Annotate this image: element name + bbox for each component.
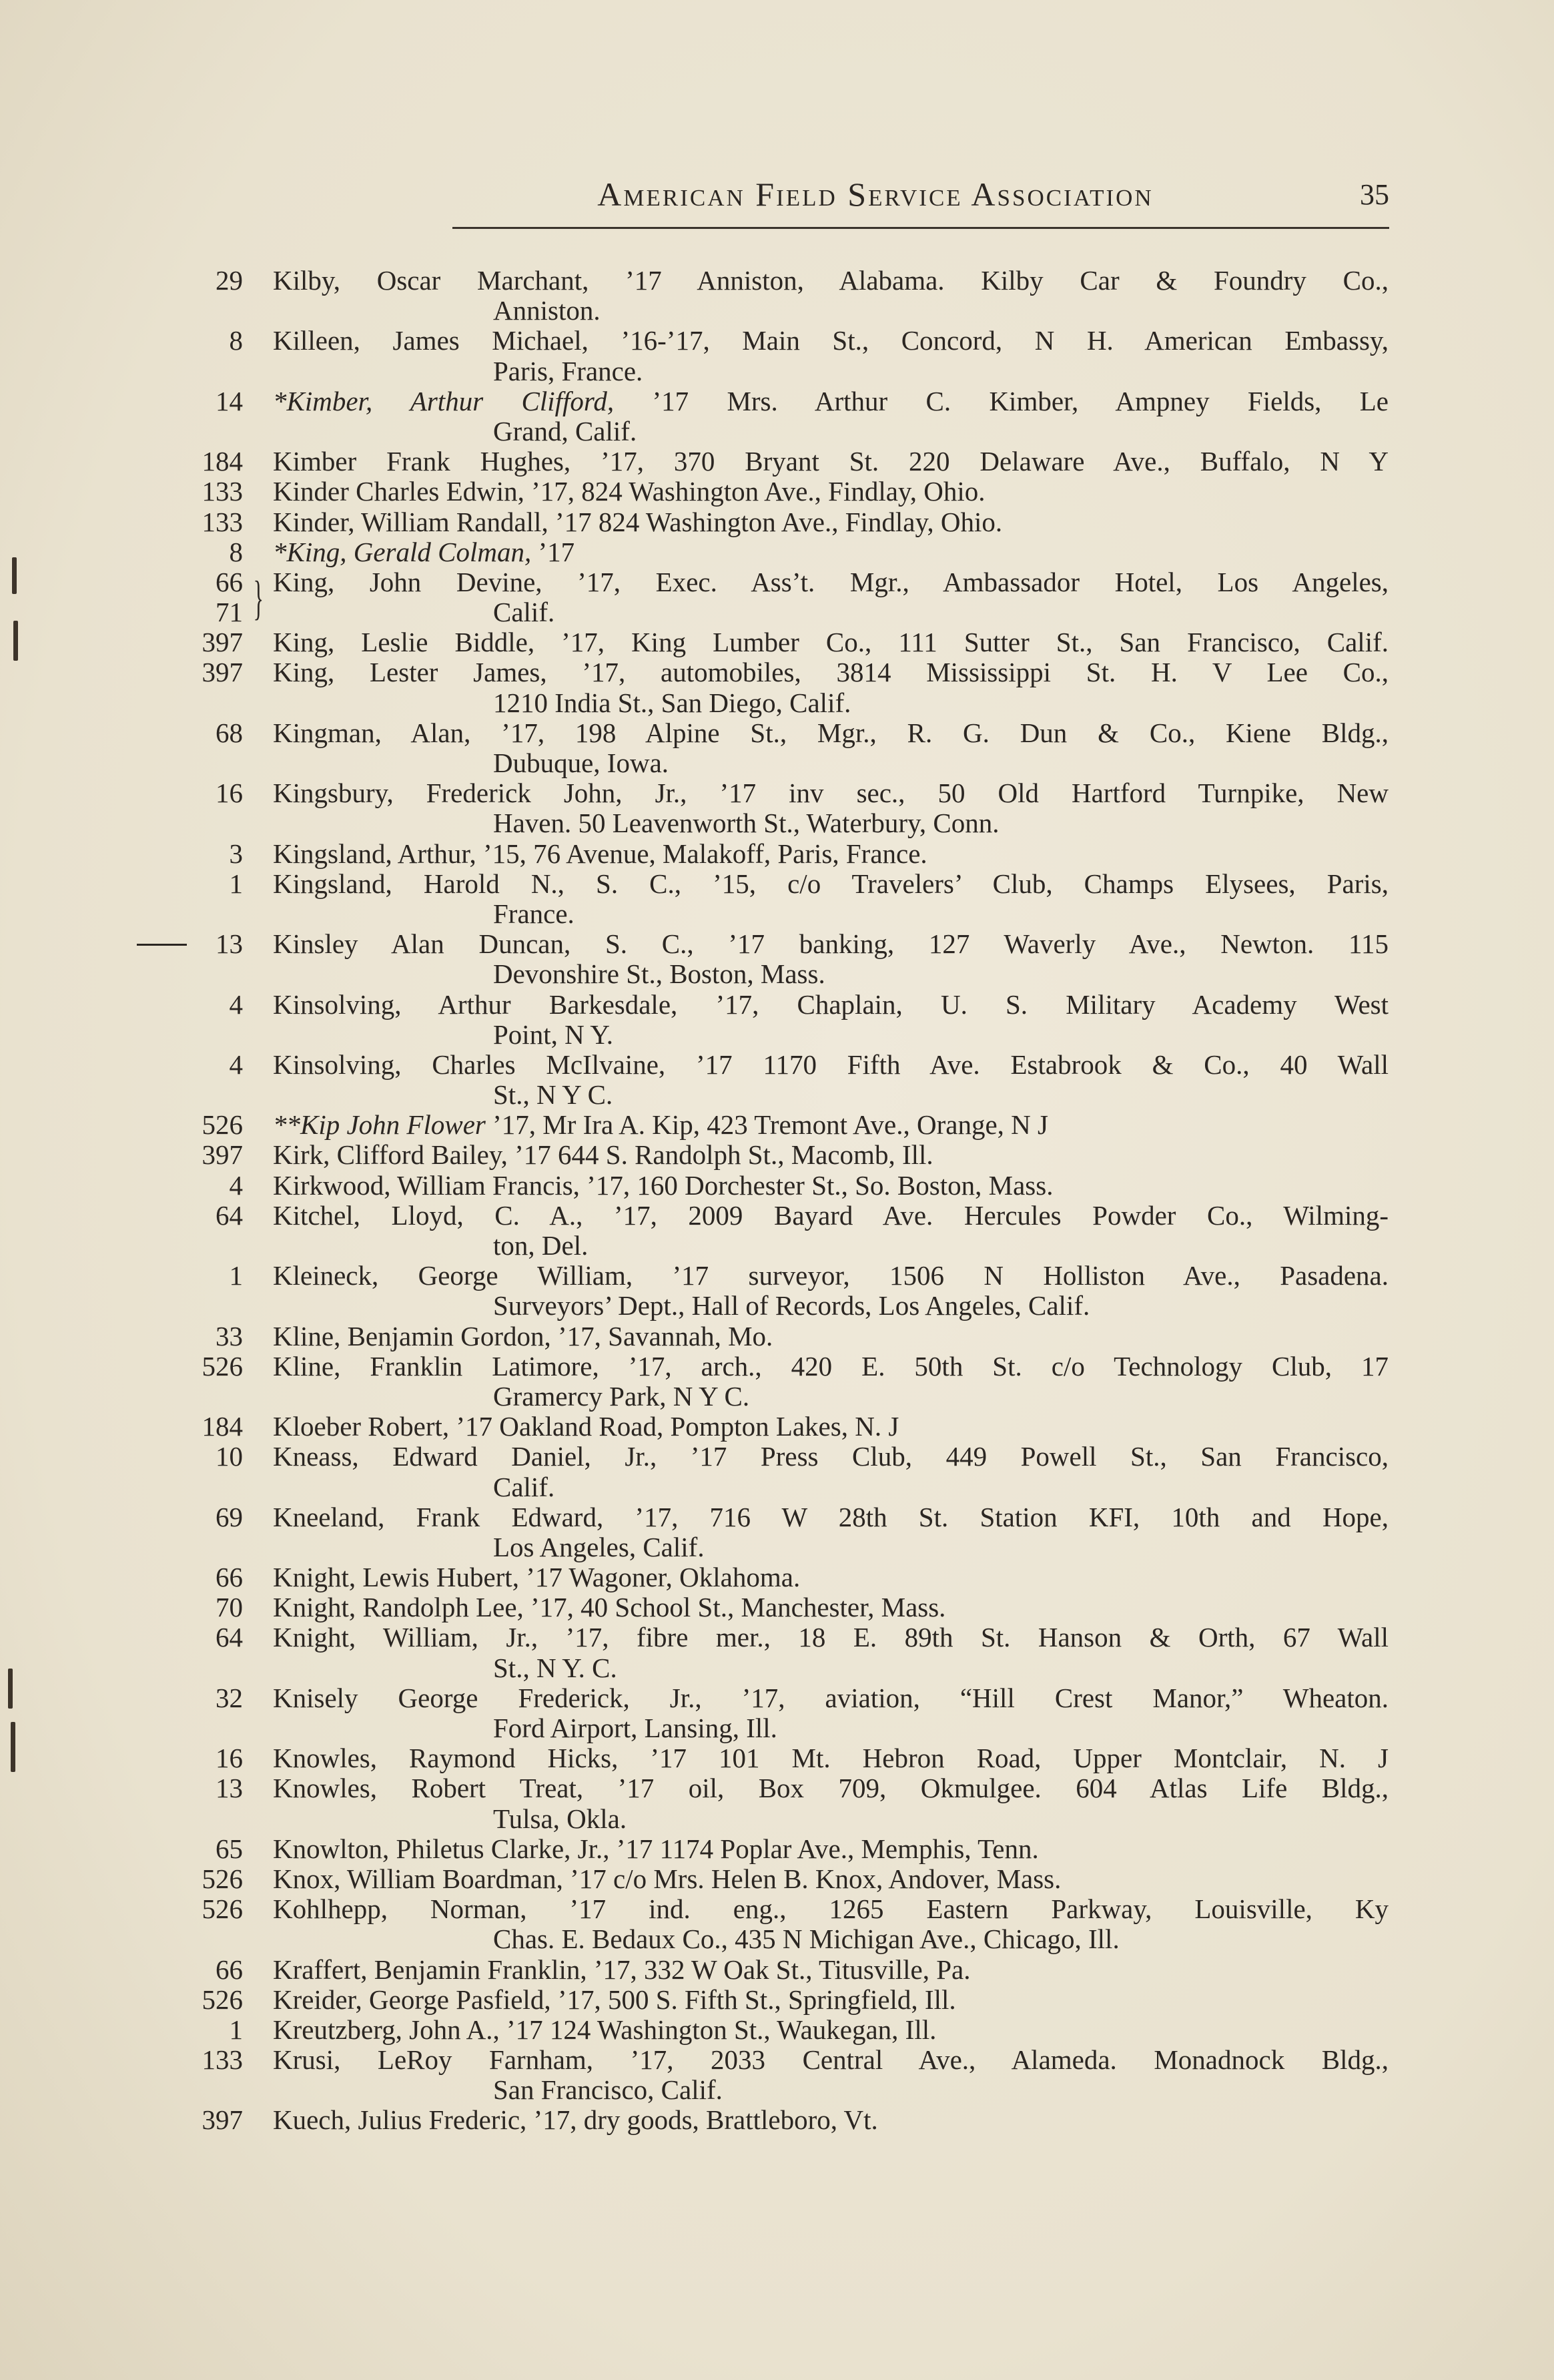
entry-number: 133	[202, 2044, 243, 2076]
directory-entry	[0, 1412, 1554, 1442]
entry-line	[273, 1562, 1389, 1592]
directory-entry	[0, 1743, 1554, 1773]
directory-entry	[0, 1955, 1554, 1985]
entry-continuation: 1210 India St., San Diego, Calif.	[493, 687, 851, 718]
directory-entry	[0, 1834, 1554, 1864]
directory-entry	[0, 1050, 1554, 1110]
entry-line	[273, 1110, 1389, 1140]
entry-text: Knowlton, Philetus Clarke, Jr., ’17 1174 Poplar Ave., Memphis, Tenn.	[273, 1833, 1039, 1864]
entry-text: King, Lester James, ’17, automobiles, 3814 Mississippi St. H. V Lee Co.,	[273, 657, 1389, 688]
entry-text: Kimber Frank Hughes, ’17, 370 Bryant St. 220 Delaware Ave., Buffalo, N Y	[273, 447, 1389, 477]
entry-text: Kilby, Oscar Marchant, ’17 Anniston, Alabama. Kilby Car & Foundry Co.,	[273, 266, 1389, 296]
entry-line	[273, 778, 1389, 808]
entry-line	[273, 1683, 1389, 1713]
entry-text: King, John Devine, ’17, Exec. Ass’t. Mgr., Ambassador Hotel, Los Angeles,	[273, 567, 1389, 597]
entry-number: 4	[229, 1169, 243, 1201]
entry-text: ’17 Mrs. Arthur C. Kimber, Ampney Fields, Le	[614, 386, 1389, 416]
entry-text: Kuech, Julius Frederic, ’17, dry goods, Brattleboro, Vt.	[273, 2104, 878, 2136]
entry-line	[273, 1834, 1389, 1864]
entry-continuation: St., N Y. C.	[493, 1652, 617, 1683]
entry-number: 14	[216, 385, 243, 416]
entry-number: 66	[216, 566, 243, 597]
entry-text: Knox, William Boardman, ’17 c/o Mrs. Helen B. Knox, Andover, Mass.	[273, 1863, 1062, 1894]
entry-text: Knowles, Raymond Hicks, ’17 101 Mt. Hebron Road, Upper Montclair, N. J	[273, 1743, 1389, 1774]
entry-name-italic: *King, Gerald Colman,	[273, 536, 532, 567]
entry-text: Krusi, LeRoy Farnham, ’17, 2033 Central Ave., Alameda. Monadnock Bldg.,	[273, 2045, 1389, 2076]
directory-entry	[0, 1171, 1554, 1201]
entry-line	[273, 447, 1389, 477]
entry-continuation: Grand, Calif.	[493, 415, 637, 447]
entry-line	[273, 537, 1389, 567]
entry-text: Kinsley Alan Duncan, S. C., ’17 banking, 127 Waverly Ave., Newton. 115	[273, 929, 1389, 960]
entry-line	[273, 1171, 1389, 1201]
entry-text: Kingsland, Arthur, ’15, 76 Avenue, Malakoff, Paris, France.	[273, 838, 927, 869]
entry-number: 526	[202, 1984, 243, 2015]
directory-entry	[0, 1321, 1554, 1352]
entry-text: Kinder, William Randall, ’17 824 Washington Ave., Findlay, Ohio.	[273, 506, 1003, 537]
entry-line	[273, 1894, 1389, 1924]
directory-entry	[0, 2045, 1554, 2105]
directory-entry	[0, 447, 1554, 477]
brace-mark: }	[253, 571, 264, 625]
entry-number: 66	[216, 1562, 243, 1593]
entry-text: Kline, Franklin Latimore, ’17, arch., 420 E. 50th St. c/o Technology Club, 17	[273, 1351, 1389, 1382]
entry-continuation: Chas. E. Bedaux Co., 435 N Michigan Ave., Chicago, Ill.	[493, 1923, 1120, 1955]
running-header	[455, 175, 1389, 215]
entry-line	[273, 2045, 1389, 2075]
entry-line	[273, 567, 1389, 597]
entry-text: Kitchel, Lloyd, C. A., ’17, 2009 Bayard Ave. Hercules Powder Co., Wilming-	[273, 1200, 1389, 1231]
entry-text: ’17, Mr Ira A. Kip, 423 Tremont Ave., Orange, N J	[485, 1109, 1048, 1141]
entry-line	[273, 627, 1389, 657]
entry-line	[273, 869, 1389, 899]
entry-number: 526	[202, 1863, 243, 1894]
entry-continuation: Haven. 50 Leavenworth St., Waterbury, Conn.	[493, 808, 1000, 839]
entry-number: 1	[229, 868, 243, 899]
entry-number: 8	[229, 325, 243, 356]
entry-text: Kingsbury, Frederick John, Jr., ’17 inv sec., 50 Old Hartford Turnpike, New	[273, 778, 1389, 809]
entry-line	[273, 929, 1389, 959]
entry-text: Kirkwood, William Francis, ’17, 160 Dorchester St., So. Boston, Mass.	[273, 1169, 1054, 1201]
entry-text: Knight, William, Jr., ’17, fibre mer., 18 E. 89th St. Hanson & Orth, 67 Wall	[273, 1622, 1389, 1653]
entry-continuation: ton, Del.	[493, 1230, 589, 1261]
entry-text: ’17	[531, 536, 575, 567]
directory-entry	[0, 477, 1554, 507]
entry-line	[273, 1592, 1389, 1622]
directory-entry	[0, 1773, 1554, 1833]
entry-number: 16	[216, 778, 243, 809]
entry-line	[273, 1985, 1389, 2015]
entry-text: Killeen, James Michael, ’16-’17, Main St., Concord, N H. American Embassy,	[273, 326, 1389, 356]
entry-number: 33	[216, 1320, 243, 1352]
entry-line	[273, 507, 1389, 537]
entry-number: 397	[202, 627, 243, 658]
directory-entry	[0, 1352, 1554, 1412]
entry-line	[273, 1502, 1389, 1532]
entry-text: King, Leslie Biddle, ’17, King Lumber Co., 111 Sutter St., San Francisco, Calif.	[273, 627, 1389, 658]
entry-line	[273, 1773, 1389, 1803]
entry-number: 1	[229, 2014, 243, 2045]
entry-text: Kreutzberg, John A., ’17 124 Washington St., Waukegan, Ill.	[273, 2014, 937, 2045]
entry-line	[273, 1442, 1389, 1472]
entry-continuation: Dubuque, Iowa.	[493, 748, 669, 778]
entry-line	[273, 657, 1389, 687]
directory-entry	[0, 1140, 1554, 1170]
directory-entry	[0, 266, 1554, 326]
entry-number: 69	[216, 1501, 243, 1532]
entry-line	[273, 1201, 1389, 1231]
entry-line	[273, 266, 1389, 296]
entry-number: 64	[216, 1622, 243, 1653]
directory-entry	[0, 657, 1554, 717]
entry-continuation: Tulsa, Okla.	[493, 1803, 627, 1834]
directory-entry	[0, 1562, 1554, 1592]
directory-entry	[0, 1864, 1554, 1894]
entry-line	[273, 1140, 1389, 1170]
directory-entry	[0, 537, 1554, 567]
entry-number: 133	[202, 476, 243, 507]
entry-continuation: Surveyors’ Dept., Hall of Records, Los Angeles, Calif.	[493, 1290, 1090, 1321]
entry-number: 66	[216, 1954, 243, 1985]
entry-text: Kirk, Clifford Bailey, ’17 644 S. Randolph St., Macomb, Ill.	[273, 1139, 933, 1171]
entry-line	[273, 839, 1389, 869]
entry-name-italic: *Kimber, Arthur Clifford,	[273, 386, 615, 416]
entry-text: Kinsolving, Arthur Barkesdale, ’17, Chaplain, U. S. Military Academy West	[273, 989, 1389, 1020]
entry-continuation: St., N Y C.	[493, 1079, 613, 1111]
entry-number: 29	[216, 265, 243, 296]
directory-entry	[0, 2015, 1554, 2045]
entry-line	[273, 1622, 1389, 1653]
entry-number: 397	[202, 1139, 243, 1171]
entry-line	[273, 990, 1389, 1020]
directory-entry	[0, 386, 1554, 447]
entry-text: Kingman, Alan, ’17, 198 Alpine St., Mgr., R. G. Dun & Co., Kiene Bldg.,	[273, 717, 1389, 748]
directory-entry	[0, 778, 1554, 838]
page-number: 35	[1360, 178, 1389, 211]
entry-line	[273, 1261, 1389, 1291]
entry-continuation: Calif.	[493, 597, 555, 628]
entry-line	[273, 1050, 1389, 1080]
entry-number: 397	[202, 2104, 243, 2136]
entry-continuation: Ford Airport, Lansing, Ill.	[493, 1713, 777, 1743]
entry-number: 1	[229, 1260, 243, 1291]
entry-line	[273, 1352, 1389, 1382]
entry-number: 10	[216, 1441, 243, 1472]
directory-list	[0, 266, 1554, 2136]
entry-continuation: Paris, France.	[493, 355, 643, 386]
directory-entry	[0, 718, 1554, 778]
entry-line	[273, 477, 1389, 507]
entry-number-secondary: 71	[216, 597, 243, 628]
entry-text: Kreider, George Pasfield, ’17, 500 S. Fifth St., Springfield, Ill.	[273, 1984, 956, 2015]
directory-entry	[0, 2105, 1554, 2135]
directory-entry	[0, 507, 1554, 537]
directory-entry	[0, 1261, 1554, 1321]
directory-entry	[0, 929, 1554, 989]
directory-entry	[0, 1110, 1554, 1140]
entry-line	[273, 1743, 1389, 1773]
entry-text: Kohlhepp, Norman, ’17 ind. eng., 1265 Eastern Parkway, Louisville, Ky	[273, 1894, 1389, 1925]
entry-number: 32	[216, 1682, 243, 1713]
entry-number: 3	[229, 838, 243, 869]
directory-entry	[0, 1502, 1554, 1562]
entry-text: Kline, Benjamin Gordon, ’17, Savannah, Mo.	[273, 1320, 773, 1352]
entry-text: Kingsland, Harold N., S. C., ’15, c/o Travelers’ Club, Champs Elysees, Paris,	[273, 868, 1389, 899]
entry-continuation: Devonshire St., Boston, Mass.	[493, 958, 825, 990]
entry-text: Kneass, Edward Daniel, Jr., ’17 Press Club, 449 Powell St., San Francisco,	[273, 1442, 1389, 1472]
entry-continuation: San Francisco, Calif.	[493, 2074, 723, 2106]
entry-line	[273, 718, 1389, 748]
directory-entry	[0, 1894, 1554, 1954]
entry-continuation: Los Angeles, Calif.	[493, 1531, 705, 1562]
entry-continuation: France.	[493, 898, 574, 929]
entry-number: 526	[202, 1350, 243, 1382]
entry-text: Kinsolving, Charles McIlvaine, ’17 1170 Fifth Ave. Estabrook & Co., 40 Wall	[273, 1049, 1389, 1080]
directory-entry	[0, 1683, 1554, 1743]
entry-text: Kraffert, Benjamin Franklin, ’17, 332 W Oak St., Titusville, Pa.	[273, 1954, 971, 1985]
entry-line	[273, 1955, 1389, 1985]
entry-number: 184	[202, 1411, 243, 1442]
entry-continuation: Point, N Y.	[493, 1018, 613, 1050]
entry-line	[273, 386, 1389, 416]
entry-continuation: Gramercy Park, N Y C.	[493, 1380, 750, 1412]
directory-entry	[0, 990, 1554, 1050]
entry-number: 70	[216, 1592, 243, 1623]
entry-text: Knight, Randolph Lee, ’17, 40 School St., Manchester, Mass.	[273, 1592, 946, 1623]
entry-line	[273, 1321, 1389, 1352]
directory-entry	[0, 567, 1554, 627]
entry-number: 526	[202, 1109, 243, 1141]
entry-number: 526	[202, 1893, 243, 1925]
entry-continuation: Calif.	[493, 1471, 555, 1502]
header-rule	[452, 227, 1389, 229]
entry-number: 13	[216, 1773, 243, 1804]
entry-line	[273, 1864, 1389, 1894]
entry-number: 68	[216, 717, 243, 748]
entry-number: 13	[216, 928, 243, 960]
entry-number: 184	[202, 446, 243, 477]
directory-entry	[0, 326, 1554, 386]
entry-number: 397	[202, 657, 243, 688]
directory-entry	[0, 1985, 1554, 2015]
entry-number: 65	[216, 1833, 243, 1864]
directory-entry	[0, 1201, 1554, 1261]
entry-line	[273, 2105, 1389, 2135]
entry-continuation: Anniston.	[493, 295, 601, 326]
entry-number: 64	[216, 1199, 243, 1231]
entry-line	[273, 2015, 1389, 2045]
entry-text: Knisely George Frederick, Jr., ’17, aviation, “Hill Crest Manor,” Wheaton.	[273, 1683, 1389, 1713]
directory-entry	[0, 1592, 1554, 1622]
entry-name-italic: **Kip John Flower	[273, 1109, 486, 1141]
entry-line	[273, 1412, 1389, 1442]
header-title: American Field Service Association	[597, 176, 1154, 213]
entry-number: 133	[202, 506, 243, 537]
directory-entry	[0, 869, 1554, 929]
entry-number: 4	[229, 1049, 243, 1080]
entry-text: Kloeber Robert, ’17 Oakland Road, Pompton Lakes, N. J	[273, 1411, 899, 1442]
directory-entry	[0, 1622, 1554, 1683]
entry-line	[273, 326, 1389, 356]
entry-text: Kleineck, George William, ’17 surveyor, 1506 N Holliston Ave., Pasadena.	[273, 1261, 1389, 1291]
entry-number: 4	[229, 988, 243, 1020]
entry-text: Kneeland, Frank Edward, ’17, 716 W 28th St. Station KFI, 10th and Hope,	[273, 1502, 1389, 1532]
entry-text: Knowles, Robert Treat, ’17 oil, Box 709, Okmulgee. 604 Atlas Life Bldg.,	[273, 1773, 1389, 1804]
directory-entry	[0, 627, 1554, 657]
entry-text: Kinder Charles Edwin, ’17, 824 Washington Ave., Findlay, Ohio.	[273, 476, 986, 507]
entry-text: Knight, Lewis Hubert, ’17 Wagoner, Oklahoma.	[273, 1562, 801, 1593]
entry-number: 16	[216, 1743, 243, 1774]
entry-number: 8	[229, 536, 243, 567]
margin-dash	[137, 944, 187, 946]
directory-entry	[0, 1442, 1554, 1502]
directory-entry	[0, 839, 1554, 869]
